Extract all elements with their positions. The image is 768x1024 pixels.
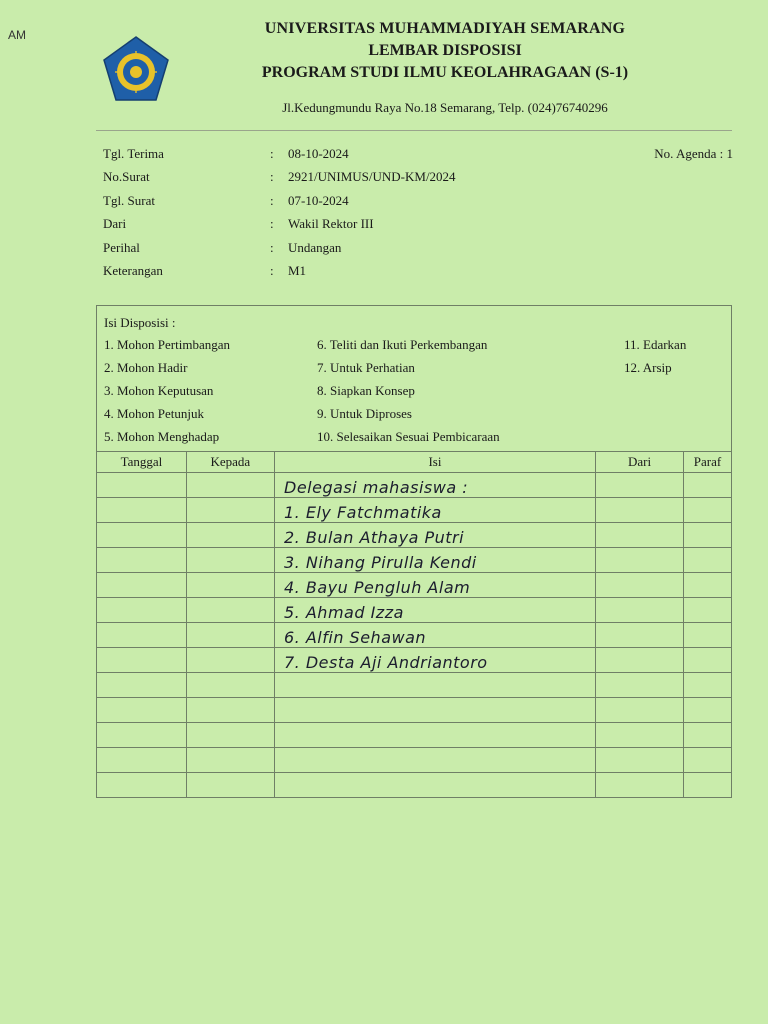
meta-value: M1 <box>288 262 307 278</box>
table-row <box>97 673 732 698</box>
program-name: PROGRAM STUDI ILMU KEOLAHRAGAAN (S-1) <box>261 64 629 81</box>
meta-value: 2921/UNIMUS/UND-KM/2024 <box>288 169 456 185</box>
meta-value: 07-10-2024 <box>288 192 349 208</box>
meta-colon: : <box>270 239 274 255</box>
meta-row <box>103 169 733 192</box>
meta-colon: : <box>270 216 274 232</box>
handwritten-line: 7. Desta Aji Andriantoro <box>284 653 488 672</box>
handwritten-line: 3. Nihang Pirulla Kendi <box>284 553 477 572</box>
table-row <box>97 598 732 623</box>
disposition-option: 11. Edarkan <box>624 337 687 352</box>
meta-colon: : <box>270 146 274 161</box>
handwritten-line: 6. Alfin Sehawan <box>284 628 427 647</box>
column-header-tanggal: Tanggal <box>97 452 187 473</box>
table-header-row <box>97 452 732 473</box>
disposition-option: 7. Untuk Perhatian <box>317 360 415 375</box>
header-divider <box>96 130 732 131</box>
university-logo <box>100 34 172 106</box>
meta-row <box>103 193 733 216</box>
meta-row <box>103 146 733 169</box>
agenda-number: No. Agenda : 1 <box>654 146 733 161</box>
table-row <box>97 773 732 798</box>
disposition-option: 2. Mohon Hadir <box>104 360 188 375</box>
form-title: LEMBAR DISPOSISI <box>368 42 522 59</box>
disposition-option: 4. Mohon Petunjuk <box>104 406 205 421</box>
table-row <box>97 698 732 723</box>
disposition-option: 6. Teliti dan Ikuti Perkembangan <box>317 337 488 352</box>
disposition-title: Isi Disposisi : <box>104 315 176 330</box>
disposition-option: 3. Mohon Keputusan <box>104 383 214 398</box>
meta-colon: : <box>270 262 274 278</box>
options-column-1 <box>104 336 230 451</box>
meta-value: 08-10-2024 <box>288 146 349 161</box>
meta-colon: : <box>270 169 274 185</box>
options-column-3 <box>624 336 686 382</box>
meta-label: Tgl. Surat <box>103 192 155 208</box>
meta-value: Wakil Rektor III <box>288 216 374 232</box>
address: Jl.Kedungmundu Raya No.18 Semarang, Telp. (024)76740296 <box>282 100 608 115</box>
disposition-options-box <box>96 305 732 451</box>
disposition-option: 10. Selesaikan Sesuai Pembicaraan <box>317 429 500 444</box>
handwritten-line: Delegasi mahasiswa : <box>284 478 469 497</box>
disposition-option: 12. Arsip <box>624 360 672 375</box>
meta-value: Undangan <box>288 239 342 255</box>
column-header-isi: Isi <box>274 452 595 473</box>
meta-row <box>103 263 733 286</box>
meta-row <box>103 216 733 239</box>
meta-label: Dari <box>103 216 127 232</box>
table-row <box>97 748 732 773</box>
corner-tag: AM <box>8 28 26 42</box>
column-header-dari: Dari <box>596 452 684 473</box>
table-row <box>97 723 732 748</box>
options-column-2 <box>317 336 500 451</box>
handwritten-line: 1. Ely Fatchmatika <box>284 503 442 522</box>
meta-colon: : <box>270 192 274 208</box>
meta-label: Perihal <box>103 239 140 255</box>
meta-label: Keterangan <box>103 262 163 278</box>
disposition-option: 8. Siapkan Konsep <box>317 383 415 398</box>
handwritten-line: 2. Bulan Athaya Putri <box>284 528 465 547</box>
meta-label: Tgl. Terima <box>103 146 164 161</box>
disposition-option: 1. Mohon Pertimbangan <box>104 337 231 352</box>
meta-label: No.Surat <box>103 169 150 185</box>
meta-row <box>103 240 733 263</box>
handwritten-line: 5. Ahmad Izza <box>284 603 404 622</box>
disposition-option: 9. Untuk Diproses <box>317 406 412 421</box>
disposition-option: 5. Mohon Menghadap <box>104 429 220 444</box>
column-header-kepada: Kepada <box>186 452 274 473</box>
handwritten-line: 4. Bayu Pengluh Alam <box>284 578 471 597</box>
column-header-paraf: Paraf <box>684 452 732 473</box>
university-name: UNIVERSITAS MUHAMMADIYAH SEMARANG <box>264 20 626 37</box>
letter-metadata <box>103 146 733 286</box>
